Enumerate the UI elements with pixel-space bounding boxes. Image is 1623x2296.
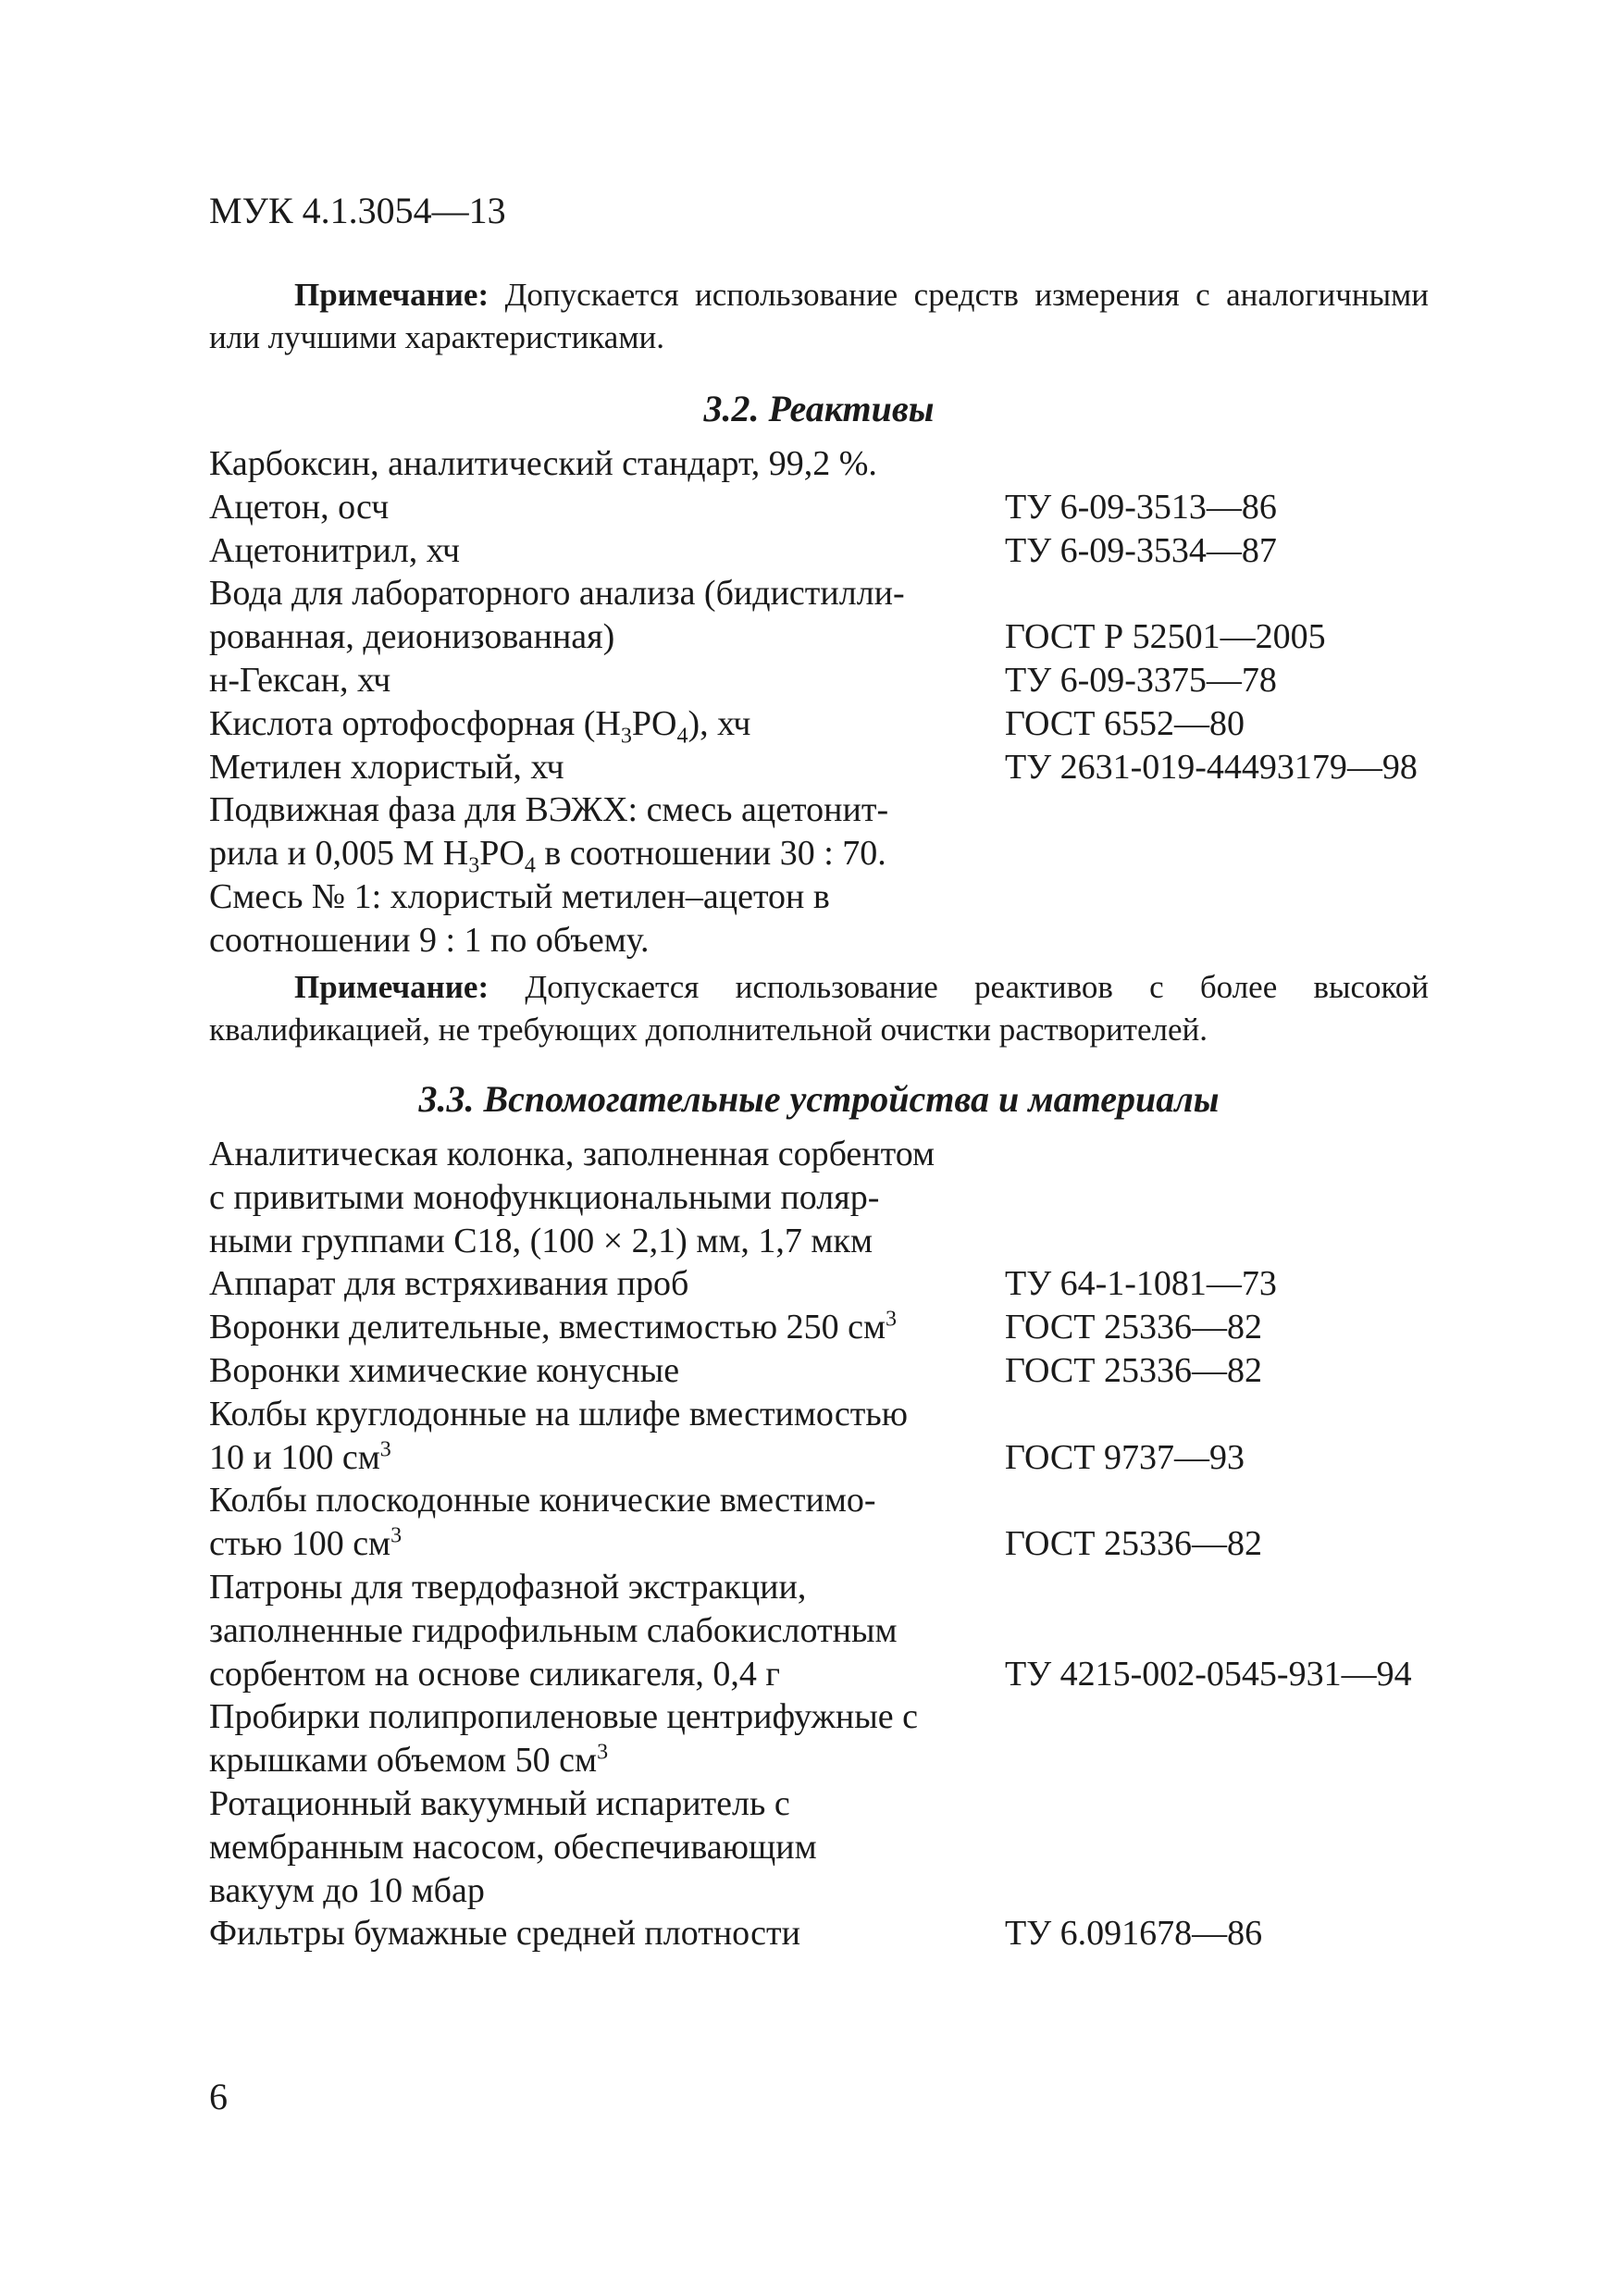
list-item — [209, 1782, 1505, 1912]
list-item — [209, 1566, 1505, 1695]
list-item — [209, 1306, 1505, 1349]
reagent-name: Подвижная фаза для ВЭЖХ: смесь ацетонит- — [209, 790, 889, 830]
reagent-standard: ТУ 6-09-3375—78 — [1005, 660, 1277, 700]
item-name: Воронки делительные, вместимостью 250 $см^3$ — [209, 1307, 898, 1347]
item-standard: ГОСТ 25336—82 — [1005, 1350, 1262, 1390]
reagents-list — [209, 442, 1505, 962]
list-item — [209, 1133, 1505, 1262]
document-id: МУК 4.1.3054—13 — [209, 190, 506, 231]
list-item — [209, 1349, 1505, 1393]
reagent-name: Метилен хлористый, хч — [209, 747, 564, 787]
item-name: Ротационный вакуумный испаритель с мембранным насосом, обеспечивающим вакуум до 10 мбар — [209, 1783, 817, 1910]
reagent-name: Кислота ортофосфорная $(H_3PO_4)$, хч — [209, 703, 751, 749]
item-name: Аналитическая колонка, заполненная сорбентом с привитыми монофункциональными поляр- ными группами С18, (100 × 2,1) мм, 1,7 мкм — [209, 1135, 935, 1260]
item-name: Колбы круглодонные на шлифе вместимостью 10 и 100 $см^3$ — [209, 1394, 909, 1477]
page-number: 6 — [209, 2076, 228, 2117]
note-text: Допускается использование реактивов с более высокой квалификацией, не требующих дополнительной очистки растворителей. — [209, 969, 1429, 1048]
list-item — [209, 572, 1505, 659]
list-item — [209, 659, 1505, 702]
reagent-standard: ГОСТ 6552—80 — [1005, 703, 1245, 743]
reagent-name: рила и 0,005 М $H_3PO_4$ в соотношении 30 : 70. — [209, 834, 886, 878]
list-item — [209, 1262, 1505, 1306]
item-name: Пробирки полипропиленовые центрифужные с крышками объемом 50 $см^3$ — [209, 1697, 919, 1781]
note-measurement-instruments — [209, 274, 1429, 359]
item-standard: ГОСТ 25336—82 — [1005, 1524, 1262, 1564]
list-item — [209, 875, 1505, 962]
reagent-name: н-Гексан, хч — [209, 660, 391, 700]
list-item — [209, 1695, 1505, 1782]
item-standard: ГОСТ 25336—82 — [1005, 1308, 1262, 1347]
list-item — [209, 788, 1505, 832]
note-reagents — [209, 966, 1429, 1051]
section-title-auxiliary: 3.3. Вспомогательные устройства и материалы — [418, 1078, 1220, 1120]
list-item — [209, 702, 1505, 749]
reagent-standard: ГОСТ Р 52501—2005 — [1005, 617, 1326, 657]
reagent-name: Ацетон, осч — [209, 487, 390, 527]
list-item — [209, 832, 1505, 878]
note-text: Допускается использование средств измерения с аналогичными или лучшими характеристиками. — [209, 277, 1429, 355]
reagent-standard: ТУ 6-09-3534—87 — [1005, 530, 1277, 570]
reagent-name: Вода для лабораторного анализа (бидистилли- рованная, деионизованная) — [209, 574, 905, 657]
item-name: Воронки химические конусные — [209, 1350, 680, 1390]
list-item — [209, 1479, 1505, 1566]
list-item — [209, 442, 1505, 486]
list-item — [209, 1912, 1505, 1955]
list-item — [209, 1393, 1505, 1480]
item-name: Фильтры бумажные средней плотности — [209, 1914, 800, 1954]
reagent-name: Смесь № 1: хлористый метилен–ацетон в соотношении 9 : 1 по объему. — [209, 876, 830, 960]
list-item — [209, 486, 1505, 529]
item-standard: ГОСТ 9737—93 — [1005, 1437, 1245, 1477]
section-title-reagents: 3.2. Реактивы — [703, 388, 935, 429]
reagent-standard: ТУ 2631-019-44493179—98 — [1005, 747, 1418, 787]
item-name: Патроны для твердофазной экстракции, заполненные гидрофильным слабокислотным сорбентом на основе силикагеля, 0,4 г — [209, 1567, 898, 1694]
item-name: Колбы плоскодонные конические вместимо- стью 100 $см^3$ — [209, 1481, 876, 1564]
note-label: Примечание: — [294, 277, 489, 313]
auxiliary-list — [209, 1133, 1505, 1955]
list-item — [209, 746, 1505, 789]
reagent-name: Ацетонитрил, хч — [209, 530, 461, 570]
reagent-name: Карбоксин, аналитический стандарт, 99,2 %. — [209, 444, 877, 483]
note-label: Примечание: — [294, 969, 489, 1005]
item-standard: ТУ 4215-002-0545-931—94 — [1005, 1654, 1412, 1694]
reagent-standard: ТУ 6-09-3513—86 — [1005, 487, 1277, 527]
list-item — [209, 529, 1505, 573]
item-standard: ТУ 6.091678—86 — [1005, 1914, 1263, 1954]
item-name: Аппарат для встряхивания проб — [209, 1264, 689, 1304]
item-standard: ТУ 64-1-1081—73 — [1005, 1264, 1277, 1304]
